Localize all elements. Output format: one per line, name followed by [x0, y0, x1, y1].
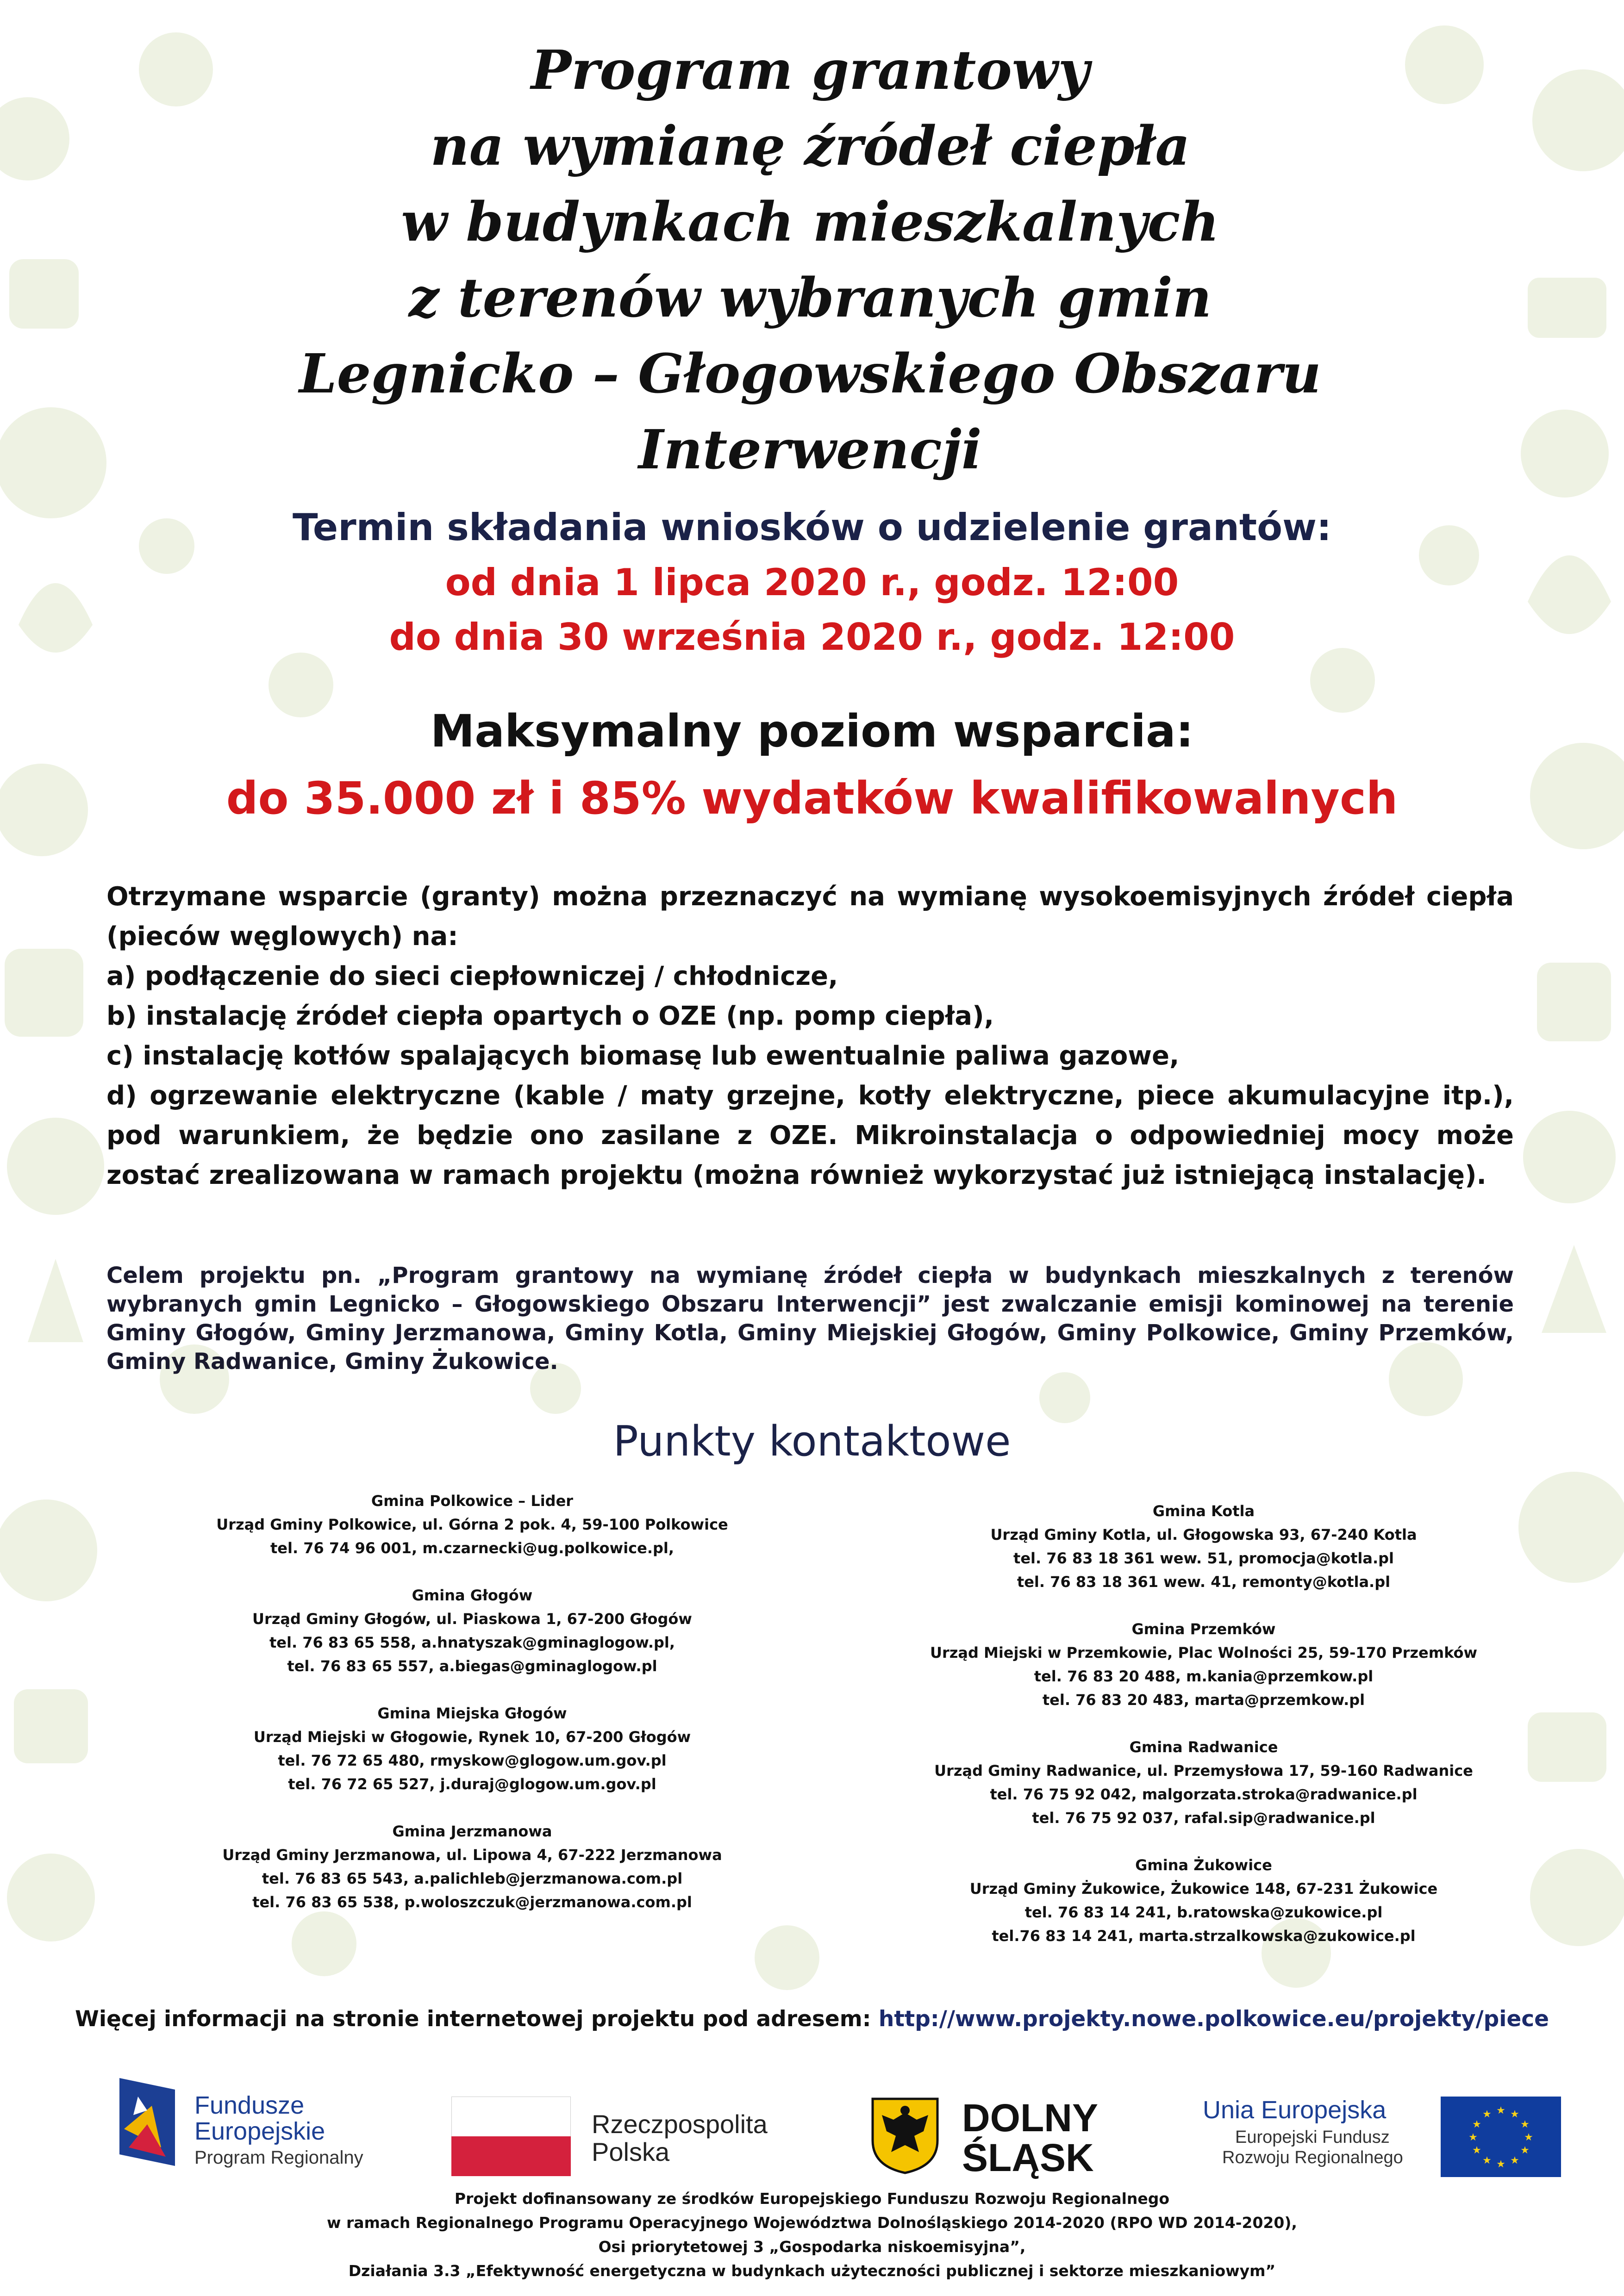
footer-line: w ramach Regionalnego Programu Operacyjnego Województwa Dolnośląskiego 2014-2020 (RPO WD 2014-2020),	[327, 2214, 1297, 2232]
svg-text:★: ★	[1482, 2155, 1492, 2166]
deadline-section	[93, 500, 1531, 665]
fe-logo-line2: Europejskie	[194, 2117, 325, 2145]
eligible-item: c) instalację kotłów spalających biomasę lub ewentualnie paliwa gazowe,	[106, 1041, 1180, 1071]
deadline-to: do dnia 30 września 2020 r., godz. 12:00	[389, 616, 1235, 659]
support-label: Maksymalny poziom wsparcia:	[430, 705, 1194, 757]
svg-text:★: ★	[1510, 2109, 1519, 2120]
contact-line: tel. 76 83 20 483, marta@przemkow.pl	[1042, 1691, 1365, 1709]
ds-logo-line2: ŚLĄSK	[962, 2136, 1094, 2179]
contact-name: Gmina Głogów	[412, 1587, 533, 1604]
footer-line: Projekt dofinansowany ze środków Europejskiego Funduszu Rozwoju Regionalnego	[454, 2190, 1170, 2208]
contact-line: tel. 76 83 65 538, p.woloszczuk@jerzmanowa.com.pl	[252, 1893, 692, 1911]
title-line: w budynkach mieszkalnych	[401, 191, 1219, 254]
ue-logo-line2: Europejski Fundusz	[1235, 2128, 1390, 2147]
contact-card	[852, 1618, 1555, 1712]
svg-text:★: ★	[1496, 2105, 1505, 2116]
logo-bar	[0, 2069, 1624, 2179]
svg-text:★: ★	[1496, 2159, 1505, 2170]
fundusze-europejskie-logo-icon	[119, 2078, 175, 2166]
contact-line: Urząd Gminy Polkowice, ul. Górna 2 pok. 4, 59-100 Polkowice	[216, 1516, 728, 1533]
contact-line: tel. 76 83 18 361 wew. 51, promocja@kotla.pl	[1013, 1549, 1394, 1567]
fe-logo-line1: Fundusze	[194, 2091, 305, 2119]
title-line: z terenów wybranych gmin	[408, 267, 1212, 330]
contact-line: Urząd Gminy Radwanice, ul. Przemysłowa 17, 59-160 Radwanice	[934, 1762, 1473, 1780]
contact-card	[852, 1500, 1555, 1594]
eligible-item: b) instalację źródeł ciepła opartych o OZE (np. pomp ciepła),	[106, 1001, 994, 1031]
contact-line: tel. 76 83 65 558, a.hnatyszak@gminaglogow.pl,	[269, 1634, 675, 1651]
title-line: Program grantowy	[531, 39, 1090, 102]
funding-footer	[0, 2187, 1624, 2283]
contact-card	[852, 1854, 1555, 1948]
svg-text:★: ★	[1482, 2109, 1492, 2120]
contact-name: Gmina Polkowice – Lider	[371, 1492, 574, 1510]
contact-line: tel. 76 83 65 543, a.palichleb@jerzmanowa.com.pl	[262, 1870, 683, 1887]
project-url-link[interactable]: http://www.projekty.nowe.polkowice.eu/projekty/piece	[878, 2006, 1549, 2032]
contact-line: Urząd Gminy Głogów, ul. Piaskowa 1, 67-200 Głogów	[252, 1610, 692, 1628]
contact-line: tel. 76 83 18 361 wew. 41, remonty@kotla.pl	[1017, 1573, 1391, 1591]
contact-name: Gmina Jerzmanowa	[392, 1823, 552, 1840]
svg-text:★: ★	[1524, 2132, 1533, 2143]
contacts-heading: Punkty kontaktowe	[613, 1417, 1011, 1466]
contact-card	[111, 1489, 833, 1560]
title-line: na wymianę źródeł ciepła	[430, 115, 1190, 178]
contact-line: tel. 76 83 65 557, a.biegas@gminaglogow.pl	[287, 1657, 657, 1675]
ue-logo-line3: Rozwoju Regionalnego	[1222, 2148, 1403, 2167]
footer-line: Działania 3.3 „Efektywność energetyczna w budynkach użyteczności publicznej i sektorze mieszkaniowym”	[348, 2262, 1276, 2280]
title-line: Interwencji	[638, 418, 982, 481]
contact-line: Urząd Miejski w Głogowie, Rynek 10, 67-200 Głogów	[253, 1728, 691, 1746]
deadline-label: Termin składania wniosków o udzielenie grantów:	[292, 506, 1332, 549]
contact-line: tel. 76 74 96 001, m.czarnecki@ug.polkowice.pl,	[270, 1539, 675, 1557]
ue-logo-line1: Unia Europejska	[1203, 2096, 1387, 2124]
contact-line: Urząd Gminy Kotla, ul. Głogowska 93, 67-240 Kotla	[990, 1526, 1417, 1543]
contact-line: Urząd Gminy Jerzmanowa, ul. Lipowa 4, 67-222 Jerzmanowa	[222, 1846, 722, 1864]
eligible-item: d) ogrzewanie elektryczne (kable / maty grzejne, kotły elektryczne, piece akumulacyjne itp.), pod warunkiem, że będzie ono zasilane z OZE. Mikroinstalacja o odpowiedniej mocy może zostać zrealizowana w ramach projektu (można również wykorzystać już istniejącą instalację).	[106, 1081, 1514, 1190]
more-info-text: Więcej informacji na stronie internetowej projektu pod adresem:	[75, 2006, 879, 2032]
footer-line: Osi priorytetowej 3 „Gospodarka niskoemisyjna”,	[598, 2238, 1026, 2256]
rp-logo-line2: Polska	[592, 2137, 670, 2166]
contacts-right-column	[852, 1500, 1555, 1972]
contact-line: Urząd Miejski w Przemkowie, Plac Wolności 25, 59-170 Przemków	[930, 1644, 1478, 1661]
svg-text:★: ★	[1520, 2119, 1530, 2130]
eu-flag-icon	[1441, 2097, 1561, 2177]
contact-card	[111, 1584, 833, 1678]
svg-text:★: ★	[1472, 2145, 1481, 2156]
contact-line: tel. 76 83 14 241, b.ratowska@zukowice.pl	[1024, 1904, 1383, 1921]
support-section	[93, 699, 1531, 833]
contact-line: tel. 76 72 65 527, j.duraj@glogow.um.gov.pl	[288, 1775, 656, 1793]
contact-line: tel. 76 75 92 037, rafal.sip@radwanice.pl	[1032, 1809, 1375, 1827]
dolny-slask-coat-of-arms-icon	[870, 2097, 940, 2175]
support-value: do 35.000 zł i 85% wydatków kwalifikowalnych	[226, 772, 1398, 824]
contact-name: Gmina Miejska Głogów	[377, 1705, 567, 1722]
contact-line: tel. 76 75 92 042, malgorzata.stroka@radwanice.pl	[990, 1786, 1418, 1803]
eligible-uses	[106, 877, 1514, 1195]
contact-name: Gmina Radwanice	[1129, 1738, 1278, 1756]
fe-logo-line3: Program Regionalny	[194, 2147, 363, 2168]
poster-title	[111, 32, 1509, 488]
contacts-left-column	[111, 1489, 833, 1938]
svg-text:★: ★	[1510, 2155, 1519, 2166]
contact-line: tel. 76 83 20 488, m.kania@przemkow.pl	[1034, 1668, 1374, 1685]
contact-line: Urząd Gminy Żukowice, Żukowice 148, 67-231 Żukowice	[969, 1880, 1438, 1898]
project-goal: Celem projektu pn. „Program grantowy na wymianę źródeł ciepła w budynkach mieszkalnych z terenów wybranych gmin Legnicko – Głogowskiego Obszaru Interwencji” jest zwalczanie emisji kominowej na terenie Gminy Głogów, Gminy Jerzmanowa, Gminy Kotla, Gminy Miejskiej Głogów, Gminy Polkowice, Gminy Przemków, Gminy Radwanice, Gminy Żukowice.	[106, 1263, 1514, 1375]
contact-line: tel. 76 72 65 480, rmyskow@glogow.um.gov.pl	[278, 1752, 667, 1769]
deadline-from: od dnia 1 lipca 2020 r., godz. 12:00	[445, 561, 1179, 604]
eligible-item: a) podłączenie do sieci ciepłowniczej / chłodnicze,	[106, 961, 838, 991]
svg-text:★: ★	[1468, 2132, 1478, 2143]
contact-name: Gmina Żukowice	[1135, 1856, 1272, 1874]
contact-card	[111, 1702, 833, 1796]
contact-line: tel.76 83 14 241, marta.strzalkowska@zukowice.pl	[992, 1927, 1416, 1945]
more-info-line	[0, 2003, 1624, 2035]
svg-text:★: ★	[1472, 2119, 1481, 2130]
rp-logo-line1: Rzeczpospolita	[592, 2109, 768, 2139]
contact-name: Gmina Przemków	[1131, 1620, 1276, 1638]
polish-flag-icon	[451, 2097, 571, 2176]
title-line: Legnicko – Głogowskiego Obszaru	[299, 342, 1321, 405]
ds-logo-line1: DOLNY	[962, 2096, 1098, 2140]
contact-name: Gmina Kotla	[1152, 1502, 1255, 1520]
eligible-intro: Otrzymane wsparcie (granty) można przeznaczyć na wymianę wysokoemisyjnych źródeł ciepła (pieców węglowych) na:	[106, 882, 1514, 952]
contact-card	[852, 1736, 1555, 1830]
contact-card	[111, 1820, 833, 1914]
svg-text:★: ★	[1520, 2145, 1530, 2156]
